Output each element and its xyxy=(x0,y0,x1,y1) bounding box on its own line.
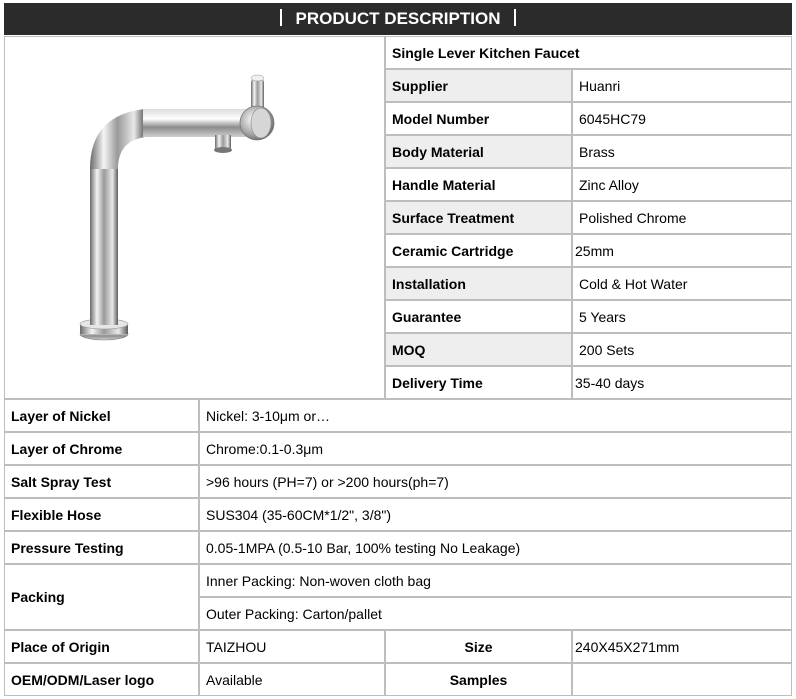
size-value xyxy=(572,630,792,663)
spec-label-installation xyxy=(385,267,572,300)
detail-value-text: >96 hours (PH=7) or >200 hours(ph=7) xyxy=(206,473,449,490)
detail-label-text: Pressure Testing xyxy=(11,539,124,556)
packing-inner-text: Inner Packing: Non-woven cloth bag xyxy=(206,572,431,589)
section-header xyxy=(4,3,792,35)
spec-label-text: Handle Material xyxy=(392,176,496,193)
spec-value-ceramic-cartridge xyxy=(572,234,792,267)
spec-label-text: Body Material xyxy=(392,143,484,160)
detail-label-text: Flexible Hose xyxy=(11,506,102,523)
spec-label-supplier xyxy=(385,69,572,102)
spec-value-text: Huanri xyxy=(579,77,621,94)
origin-label-text: Place of Origin xyxy=(11,638,110,655)
origin-value xyxy=(199,630,385,663)
spec-value-handle-material xyxy=(572,168,792,201)
detail-label-pressure-testing xyxy=(4,531,199,564)
spec-value-moq xyxy=(572,333,792,366)
detail-value-layer-of-chrome xyxy=(199,432,792,465)
detail-value-text: Chrome:0.1-0.3μm xyxy=(206,440,323,457)
spec-label-surface-treatment xyxy=(385,201,572,234)
spec-value-text: Cold & Hot Water xyxy=(579,275,688,292)
spec-value-delivery-time xyxy=(572,366,792,399)
spec-value-text: Zinc Alloy xyxy=(579,176,639,193)
oem-value-text: Available xyxy=(206,671,263,688)
packing-label-text: Packing xyxy=(11,589,65,605)
spec-value-installation xyxy=(572,267,792,300)
packing-inner xyxy=(199,564,792,597)
size-value-text: 240X45X271mm xyxy=(575,638,680,655)
spec-label-model-number xyxy=(385,102,572,135)
spec-value-text: 5 Years xyxy=(579,308,626,325)
spec-label-moq xyxy=(385,333,572,366)
product-title-cell xyxy=(385,36,792,69)
spec-label-text: Ceramic Cartridge xyxy=(392,242,514,259)
spec-value-model-number xyxy=(572,102,792,135)
detail-label-text: Salt Spray Test xyxy=(11,473,112,490)
spec-value-text: Polished Chrome xyxy=(579,209,687,226)
samples-label xyxy=(385,663,572,696)
spec-value-text: 35-40 days xyxy=(575,374,645,391)
spec-label-handle-material xyxy=(385,168,572,201)
spec-label-text: Surface Treatment xyxy=(392,209,515,226)
samples-label-text: Samples xyxy=(449,671,508,688)
spec-value-body-material xyxy=(572,135,792,168)
spec-value-supplier xyxy=(572,69,792,102)
product-title: Single Lever Kitchen Faucet xyxy=(392,44,580,61)
oem-value xyxy=(199,663,385,696)
detail-label-text: Layer of Nickel xyxy=(11,407,111,424)
header-divider-left xyxy=(280,9,282,26)
detail-value-salt-spray-test xyxy=(199,465,792,498)
faucet-image xyxy=(5,37,384,398)
size-label-text: Size xyxy=(464,638,493,655)
detail-label-text: Layer of Chrome xyxy=(11,440,123,457)
oem-label xyxy=(4,663,199,696)
spec-label-text: Guarantee xyxy=(392,308,462,325)
origin-value-text: TAIZHOU xyxy=(206,638,267,655)
packing-label xyxy=(4,564,199,630)
packing-outer xyxy=(199,597,792,630)
spec-label-delivery-time xyxy=(385,366,572,399)
spec-value-surface-treatment xyxy=(572,201,792,234)
spec-label-text: Model Number xyxy=(392,110,490,127)
detail-value-layer-of-nickel xyxy=(199,399,792,432)
spec-value-text: Brass xyxy=(579,143,615,160)
detail-label-flexible-hose xyxy=(4,498,199,531)
packing-outer-text: Outer Packing: Carton/pallet xyxy=(206,605,382,622)
spec-label-text: Delivery Time xyxy=(392,374,483,391)
detail-value-text: Nickel: 3-10μm or… xyxy=(206,407,330,424)
oem-label-text: OEM/ODM/Laser logo xyxy=(11,671,155,688)
spec-label-guarantee xyxy=(385,300,572,333)
header-divider-right xyxy=(514,9,516,26)
detail-label-layer-of-nickel xyxy=(4,399,199,432)
spec-label-text: Supplier xyxy=(392,77,449,94)
detail-label-layer-of-chrome xyxy=(4,432,199,465)
detail-value-pressure-testing xyxy=(199,531,792,564)
origin-label xyxy=(4,630,199,663)
spec-value-text: 25mm xyxy=(575,242,614,259)
spec-label-ceramic-cartridge xyxy=(385,234,572,267)
samples-value xyxy=(572,663,792,696)
spec-label-text: MOQ xyxy=(392,341,426,358)
detail-value-flexible-hose xyxy=(199,498,792,531)
detail-value-text: 0.05-1MPA (0.5-10 Bar, 100% testing No Leakage) xyxy=(206,539,521,556)
spec-label-body-material xyxy=(385,135,572,168)
product-image-cell xyxy=(4,36,385,399)
detail-label-salt-spray-test xyxy=(4,465,199,498)
spec-value-guarantee xyxy=(572,300,792,333)
size-label xyxy=(385,630,572,663)
spec-value-text: 6045HC79 xyxy=(579,110,646,127)
spec-value-text: 200 Sets xyxy=(579,341,635,358)
header-title: PRODUCT DESCRIPTION xyxy=(295,9,501,28)
detail-value-text: SUS304 (35-60CM*1/2", 3/8") xyxy=(206,506,392,523)
spec-label-text: Installation xyxy=(392,275,466,292)
